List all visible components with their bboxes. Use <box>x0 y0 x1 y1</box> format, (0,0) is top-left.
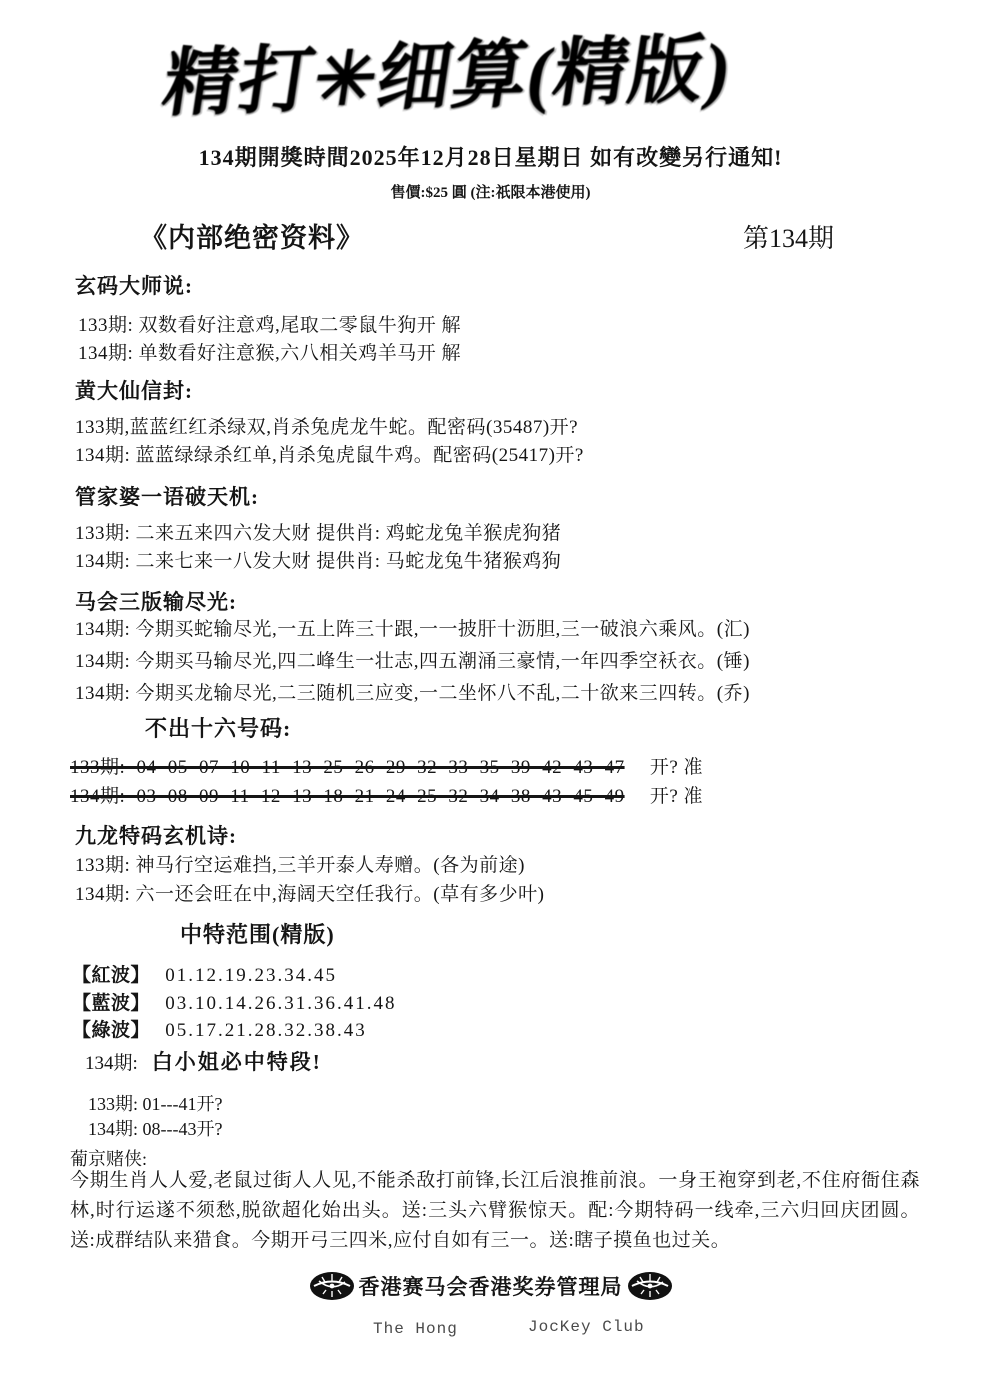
wave-row-green <box>72 1015 367 1042</box>
sixteen-struck-numbers-134: 134期: 03 08 09 11 12 13 18 21 24 25 32 34 38 43 45 49 <box>70 786 625 807</box>
draw-date-notice: 134期開獎時間2025年12月28日星期日 如有改變另行通知! <box>198 145 783 170</box>
master-line-133: 133期: 双数看好注意鸡,尾取二零鼠牛狗开 解 <box>78 315 462 336</box>
bai-line-133: 133期: 01---41开? <box>88 1094 223 1114</box>
section-housekeeper-heading: 管家婆一语破天机: <box>75 485 259 509</box>
doc-title: 《内部绝密资料》 <box>140 223 364 253</box>
section-kowloon-heading: 九龙特码玄机诗: <box>75 824 237 848</box>
housekeeper-line-134: 134期: 二来七来一八发大财 提供肖: 马蛇龙兔牛猪猴鸡狗 <box>75 551 562 572</box>
blue-wave-label: 【藍波】 <box>72 993 151 1014</box>
red-wave-label: 【紅波】 <box>72 965 151 986</box>
sixteen-row-134 <box>70 781 703 808</box>
section-special-range-heading: 中特范围(精版) <box>180 922 335 947</box>
three-editions-line-dragon: 134期: 今期买龙输尽光,二三随机三应变,一二坐怀八不乱,二十欲来三四转。(乔) <box>75 683 750 704</box>
kowloon-line-134: 134期: 六一还会旺在中,海阔天空任我行。(草有多少叶) <box>75 884 545 905</box>
housekeeper-line-133: 133期: 二来五来四六发大财 提供肖: 鸡蛇龙兔羊猴虎狗猪 <box>75 523 562 544</box>
section-pujing-heading: 葡京赌侠: <box>70 1149 148 1169</box>
three-editions-line-horse: 134期: 今期买马输尽光,四二峰生一壮志,四五潮涌三豪情,一年四季空袄衣。(锤) <box>75 651 750 672</box>
wave-row-red <box>72 960 337 987</box>
masthead-calligraphy-title: 精打✳细算(精版) <box>157 28 737 126</box>
section-master-heading: 玄码大师说: <box>75 274 193 298</box>
issue-number: 第134期 <box>743 224 835 253</box>
bai-issue-prefix: 134期: <box>85 1053 138 1074</box>
three-editions-line-snake: 134期: 今期买蛇输尽光,一五上阵三十跟,一一披肝十沥胆,三一破浪六乘风。(汇) <box>75 619 750 640</box>
sixteen-struck-numbers-133: 133期: 04 05 07 10 11 13 25 26 29 32 33 35 39 42 43 47 <box>70 757 625 778</box>
green-wave-label: 【綠波】 <box>72 1020 151 1041</box>
section-wongtaisin-heading: 黄大仙信封: <box>75 379 193 403</box>
sixteen-row-133 <box>70 752 703 779</box>
jockey-club-crest-icon-right <box>626 1270 674 1302</box>
bai-title: 白小姐必中特段! <box>151 1050 322 1074</box>
master-line-134: 134期: 单数看好注意猴,六八相关鸡羊马开 解 <box>78 343 462 364</box>
footer-text-the-hong: The Hong <box>373 1320 458 1338</box>
bai-line-134: 134期: 08---43开? <box>88 1119 223 1139</box>
footer-text-jockey-club: JocKey Club <box>528 1318 645 1336</box>
organization-name: 香港赛马会香港奖券管理局 <box>358 1275 623 1299</box>
sixteen-suffix-133: 开? 准 <box>649 757 704 778</box>
pujing-paragraph: 今期生肖人人爱,老鼠过街人人见,不能杀敌打前锋,长江后浪推前浪。一身王袍穿到老,不住府衙住森林,时行运遂不须愁,脱欲超化始出头。送:三头六臂猴惊天。配:今期特码一线牵,三六归回庆团圆。送:成群结队来猎食。今期开弓三四米,应付自如有三一。送:瞎子摸鱼也过关。 <box>70 1170 920 1251</box>
red-wave-numbers: 01.12.19.23.34.45 <box>165 965 338 986</box>
wave-row-blue <box>72 988 397 1015</box>
jockey-club-crest-icon-left <box>308 1270 356 1302</box>
price-note: 售價:$25 圓 (注:祇限本港使用) <box>390 185 591 201</box>
wongtaisin-line-133: 133期,蓝蓝红红杀绿双,肖杀兔虎龙牛蛇。配密码(35487)开? <box>75 417 579 438</box>
green-wave-numbers: 05.17.21.28.32.38.43 <box>165 1020 367 1041</box>
kowloon-line-133: 133期: 神马行空运难挡,三羊开泰人寿赠。(各为前途) <box>75 855 525 876</box>
blue-wave-numbers: 03.10.14.26.31.36.41.48 <box>165 993 397 1014</box>
section-three-editions-heading: 马会三版输尽光: <box>75 590 237 614</box>
footer-logo-row <box>0 1270 981 1302</box>
wongtaisin-line-134: 134期: 蓝蓝绿绿杀红单,肖杀兔虎鼠牛鸡。配密码(25417)开? <box>75 445 584 466</box>
bai-section-row <box>85 1046 322 1076</box>
sixteen-suffix-134: 开? 准 <box>649 786 704 807</box>
section-sixteen-heading: 不出十六号码: <box>145 716 292 741</box>
